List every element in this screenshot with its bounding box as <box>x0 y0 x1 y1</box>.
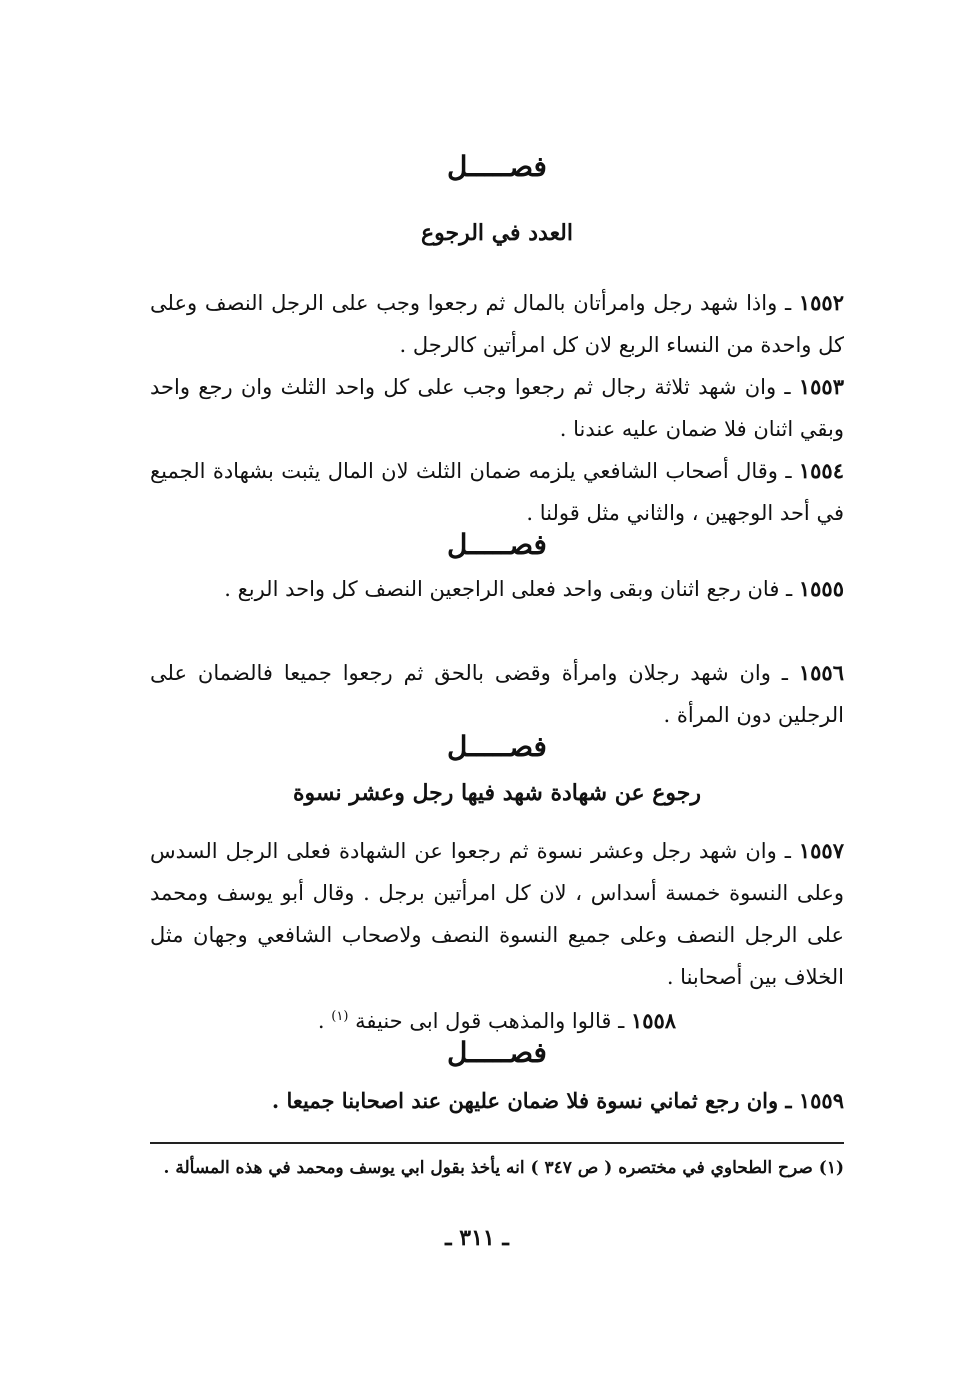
section-heading-fasl: فصـــــل <box>447 528 547 561</box>
paragraph-number: ١٥٥٤ <box>798 458 844 483</box>
section-subtitle: العدد في الرجوع <box>421 220 573 246</box>
footnote: (١) صرح الطحاوي في مختصره ( ص ٣٤٧ ) انه يأخذ بقول ابي يوسف ومحمد في هذه المسألة . <box>163 1158 844 1178</box>
paragraph-text: ـ واذا شهد رجل وامرأتان بالمال ثم رجعوا وجب على الرجل النصف وعلى كل واحدة من النساء الربع لان كل امرأتين كالرجل . <box>150 291 844 357</box>
paragraph-1559 <box>150 1080 844 1122</box>
paragraph-number: ١٥٥٧ <box>798 838 844 863</box>
paragraph-text: ـ وان شهد ثلاثة رجال ثم رجعوا وجب على كل واحد الثلث وان رجع واحد وبقي اثنان فلا ضمان عليه عندنا . <box>150 375 844 441</box>
paragraph-text: ـ وقال أصحاب الشافعي يلزمه ضمان الثلث لان المال يثبت بشهادة الجميع في أحد الوجهين ، والثاني مثل قولنا . <box>150 459 844 525</box>
paragraph-end: . <box>317 1009 332 1033</box>
paragraph-1556 <box>150 652 844 736</box>
section-subtitle: رجوع عن شهادة شهد فيها رجل وعشر نسوة <box>293 780 701 806</box>
footnote-marker: (١) <box>331 1009 349 1024</box>
paragraph-1557 <box>150 830 844 998</box>
paragraph-text: ـ فان رجع اثنان وبقى واحد فعلى الراجعين النصف كل واحد الربع . <box>224 577 799 601</box>
footnote-divider <box>150 1142 844 1144</box>
paragraph-number: ١٥٥٣ <box>798 374 844 399</box>
paragraph-text: ـ وان رجع ثماني نسوة فلا ضمان عليهن عند اصحابنا جميعا . <box>271 1088 799 1113</box>
paragraph-number: ١٥٥٢ <box>798 290 844 315</box>
paragraph-number: ١٥٥٦ <box>798 660 844 685</box>
paragraph-number: ١٥٥٥ <box>798 576 844 601</box>
paragraph-text: ـ وان شهد رجلان وامرأة وقضى بالحق ثم رجعوا جميعا فالضمان على الرجلين دون المرأة . <box>150 661 844 727</box>
paragraph-1555 <box>150 568 844 610</box>
section-heading-fasl: فصـــــل <box>447 730 547 763</box>
paragraph-1552 <box>150 282 844 366</box>
page-number: ـ ٣١١ ـ <box>445 1225 509 1251</box>
paragraph-text: ـ قالوا والمذهب قول ابى حنيفة <box>355 1009 631 1033</box>
paragraph-text: ـ وان شهد رجل وعشر نسوة ثم رجعوا عن الشهادة فعلى الرجل السدس وعلى النسوة خمسة أسداس ، لان كل امرأتين برجل . وقال أبو يوسف ومحمد على الرجل النصف وعلى جميع النسوة النصف ولاصحاب الشافعي وجهان مثل الخلاف بين أصحابنا . <box>150 839 844 989</box>
paragraph-number: ١٥٥٨ <box>630 1008 677 1033</box>
paragraph-1553 <box>150 366 844 450</box>
section-heading-fasl: فصـــــل <box>447 150 547 183</box>
paragraph-number: ١٥٥٩ <box>798 1088 844 1113</box>
section-heading-fasl: فصـــــل <box>447 1036 547 1069</box>
paragraph-1554 <box>150 450 844 534</box>
